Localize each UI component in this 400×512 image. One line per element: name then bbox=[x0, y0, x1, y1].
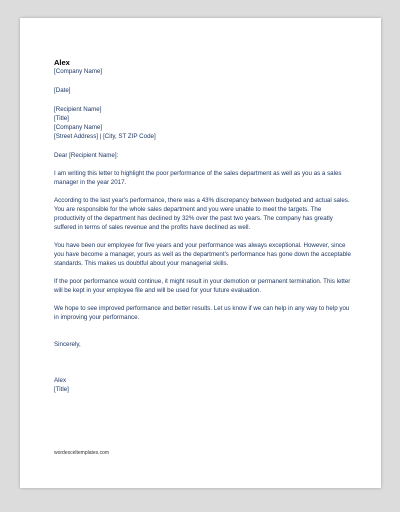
closing: Sincerely, bbox=[54, 341, 81, 348]
recipient-title: [Title] bbox=[54, 115, 69, 122]
signature-title: [Title] bbox=[54, 386, 69, 393]
letter-body bbox=[54, 58, 354, 394]
letter-date: [Date] bbox=[54, 87, 71, 94]
paragraph: We hope to see improved performance and better results. Let us know if we can help in any way to help you in improving your performance. bbox=[54, 305, 350, 321]
paragraph: If the poor performance would continue, it might result in your demotion or permanent termination. This letter will be kept in your employee file and will be used for your future evaluation. bbox=[54, 278, 351, 294]
sender-name: Alex bbox=[54, 58, 70, 67]
recipient-company: [Company Name] bbox=[54, 124, 103, 131]
salutation: Dear [Recipient Name]: bbox=[54, 152, 119, 159]
letter-page bbox=[20, 18, 381, 488]
paragraph: According to the last year's performance, there was a 43% discrepancy between budgeted and actual sales. You are responsible for the whole sales department and you were unable to meet the targets. The productivity of the department has declined by 32% over the past two years. The company has greatly suffered in terms of sales revenue and the profits have declined as well. bbox=[54, 197, 350, 231]
watermark-footer: wordexceltemplates.com bbox=[54, 450, 110, 456]
paragraph: You have been our employee for five years and your performance was always exceptional. However, since you have become a manager, yours as well as the department's performance has gone down the acceptable standards. This makes us doubtful about your managerial skills. bbox=[54, 242, 351, 267]
recipient-address: [Street Address] | [City, ST ZIP Code] bbox=[54, 133, 156, 140]
paragraph: I am writing this letter to highlight the poor performance of the sales department as well as you as a sales manager in the year 2017. bbox=[54, 170, 342, 186]
sender-company: [Company Name] bbox=[54, 68, 103, 75]
recipient-name: [Recipient Name] bbox=[54, 106, 102, 113]
signature-name: Alex bbox=[54, 377, 67, 384]
recipient-block bbox=[54, 105, 354, 141]
